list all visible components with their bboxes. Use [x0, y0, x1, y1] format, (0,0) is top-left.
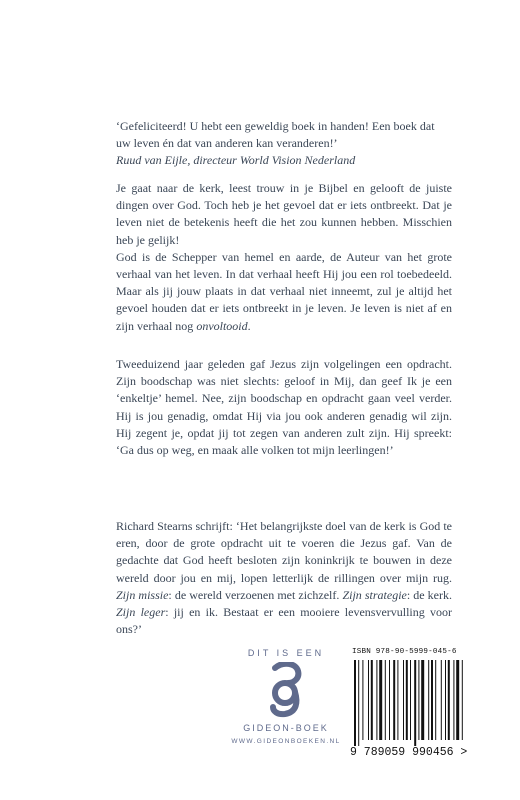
barcode-bar: [385, 660, 386, 740]
barcode-bar: [431, 660, 433, 740]
barcode-bar: [397, 660, 398, 740]
quote-text: ‘Gefeliciteerd! U hebt een geweldig boek in handen! Een boek dat uw leven én dat van anderen kan veranderen!’: [116, 119, 435, 151]
barcode-bars: [354, 660, 464, 746]
barcode-bar: [354, 660, 356, 746]
blurb-paragraph-1b: God is de Schepper van hemel en aarde, de Auteur van het grote verhaal van het leven. In dat verhaal heeft Hij jou een rol toebedeeld. Maar als jij jouw plaats in dat verhaal niet inneemt, zul je altijd het gevoel houden dat er iets ontbreekt in je leven. Je leven is niet af en zijn verhaal nog onvoltooid.: [116, 249, 452, 333]
blurb-paragraph-1a: Je gaat naar de kerk, leest trouw in je Bijbel en gelooft de juiste dingen over God. Toch heb je het gevoel dat er iets ontbreekt. Dat je leven niet de betekenis heeft die het zou kunnen hebben. Misschien heb je gelijk!: [116, 181, 452, 247]
barcode-bar: [428, 660, 429, 740]
barcode-bar: [358, 660, 359, 746]
barcode-bar: [376, 660, 377, 740]
gideon-logo: [226, 648, 346, 748]
blurb-paragraph-3: Richard Stearns schrijft: ‘Het belangrijkste doel van de kerk is God te eren, door de grote opdracht uit te voeren die Jezus gaf. Van de gedachte dat God heeft besloten zijn koninkrijk te bouwen in deze wereld door jou en mij, lopen letterlijk de rillingen over mijn rug. Zijn missie: de wereld verzoenen met zichzelf. Zijn strategie: de kerk. Zijn leger: jij en ik. Bestaat er een mooiere levensvervulling voor ons?’: [116, 519, 453, 637]
mission-label: Zijn missie: [116, 587, 169, 602]
barcode-bar: [410, 660, 411, 740]
emphasis-onvoltooid: onvoltooid: [196, 318, 248, 333]
barcode-bar: [448, 660, 450, 740]
barcode-bar: [435, 660, 436, 740]
barcode-bar: [462, 660, 463, 740]
army-label: Zijn leger: [116, 605, 166, 620]
barcode-bar: [393, 660, 395, 740]
blurb-paragraph-2: Tweeduizend jaar geleden gaf Jezus zijn volgelingen een opdracht. Zijn boodschap was niet slechts: geloof in Mij, dan geef Ik je een ‘enkeltje’ hemel. Nee, zijn boodschap en opdracht gaan veel verder. Hij is jou genadig, omdat Hij via jou ook anderen genadig wil zijn. Hij zegent je, opdat jij tot zegen van anderen zult zijn. Hij spreekt: ‘Ga dus op weg, en maak alle volken tot mijn leerlingen!’: [116, 357, 452, 458]
strategy-label: Zijn strategie: [342, 587, 407, 602]
barcode-bar: [421, 660, 424, 740]
blurb-paragraph-1: [116, 180, 452, 335]
barcode-bar: [371, 660, 373, 740]
barcode-bar: [368, 660, 369, 740]
barcode-bar: [362, 660, 363, 740]
logo-name: GIDEON-BOEK: [243, 723, 329, 733]
barcode-bar: [414, 660, 416, 746]
barcode-bar: [379, 660, 382, 740]
quote-attribution: Ruud van Eijle, directeur World Vision Nederland: [116, 153, 356, 168]
barcode-bar: [445, 660, 446, 740]
logo-top-text: DIT IS EEN: [247, 648, 325, 658]
barcode-bar: [403, 660, 404, 740]
barcode-bar: [453, 660, 454, 740]
gideon-g-icon: [265, 662, 309, 718]
barcode-bar: [441, 660, 442, 740]
isbn-label: ISBN 978-90-5999-045-6: [352, 648, 457, 656]
barcode-bar: [389, 660, 390, 740]
barcode-bar: [456, 660, 459, 740]
logo-website: WWW.GIDEONBOEKEN.NL: [231, 738, 341, 745]
barcode-bar: [418, 660, 419, 740]
endorsement-quote: [116, 118, 452, 170]
isbn-barcode: [350, 648, 468, 764]
barcode-bar: [406, 660, 408, 740]
barcode-digits: 9 789059 990456 >: [350, 746, 468, 759]
